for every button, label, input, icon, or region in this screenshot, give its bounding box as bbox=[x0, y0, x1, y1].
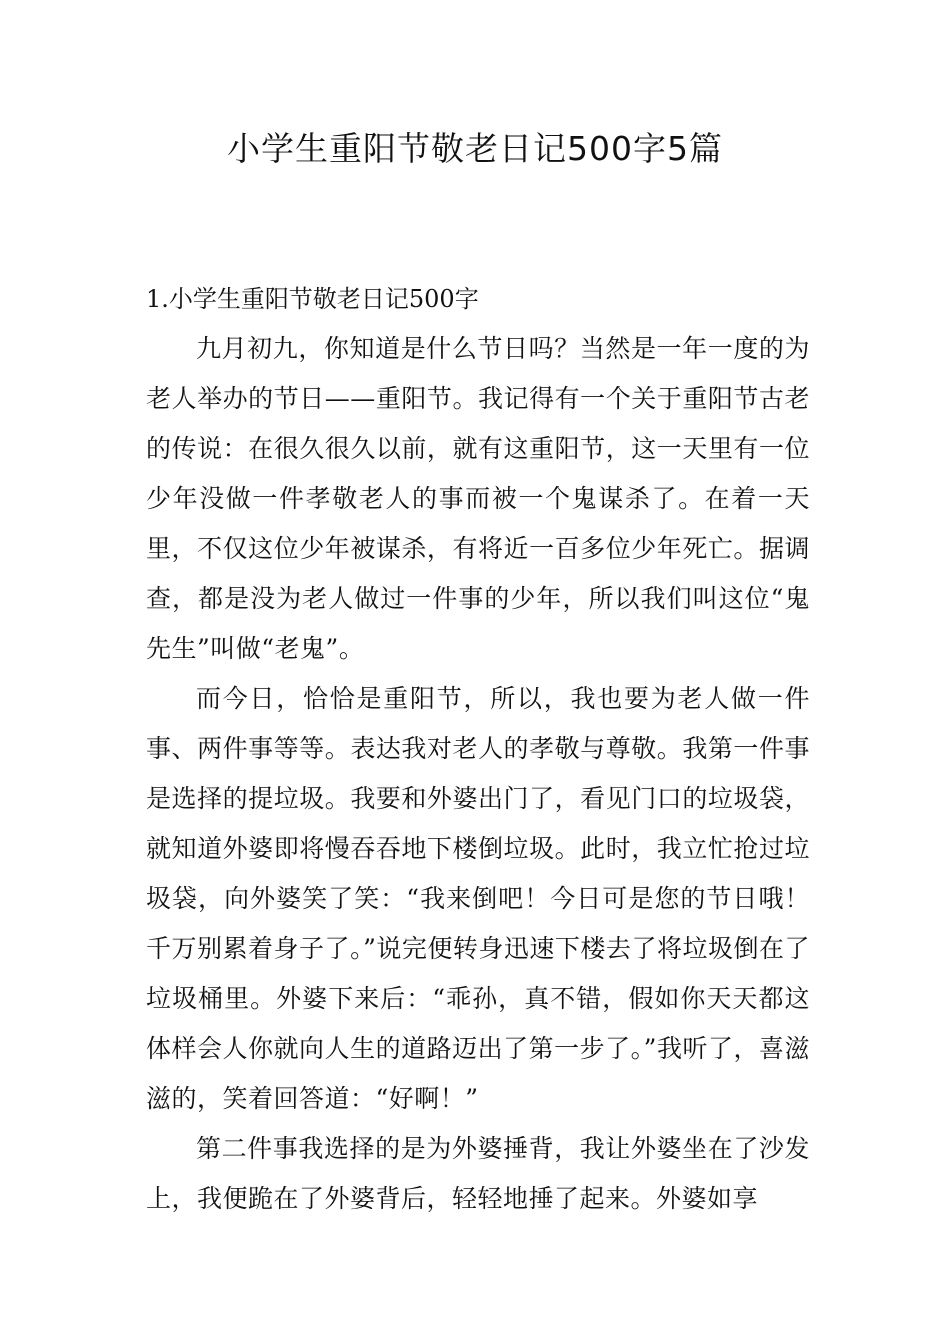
document-title: 小学生重阳节敬老日记500字5篇 bbox=[227, 129, 723, 168]
document-body bbox=[146, 274, 810, 1224]
section-heading: 1.小学生重阳节敬老日记500字 bbox=[146, 285, 479, 313]
paragraph-3: 第二件事我选择的是为外婆捶背，我让外婆坐在了沙发上，我便跪在了外婆背后，轻轻地捶了起来。外婆如享 bbox=[146, 1134, 810, 1213]
paragraph-1: 九月初九，你知道是什么节日吗？当然是一年一度的为老人举办的节日——重阳节。我记得有一个关于重阳节古老的传说：在很久很久以前，就有这重阳节，这一天里有一位少年没做一件孝敬老人的事而被一个鬼谋杀了。在着一天里，不仅这位少年被谋杀，有将近一百多位少年死亡。据调查，都是没为老人做过一件事的少年，所以我们叫这位“鬼先生”叫做“老鬼”。 bbox=[146, 334, 810, 663]
paragraph-2: 而今日，恰恰是重阳节，所以，我也要为老人做一件事、两件事等等。表达我对老人的孝敬与尊敬。我第一件事是选择的提垃圾。我要和外婆出门了，看见门口的垃圾袋，就知道外婆即将慢吞吞地下楼倒垃圾。此时，我立忙抢过垃圾袋，向外婆笑了笑：“我来倒吧！今日可是您的节日哦！千万别累着身子了。”说完便转身迅速下楼去了将垃圾倒在了垃圾桶里。外婆下来后：“乖孙，真不错，假如你天天都这体样会人你就向人生的道路迈出了第一步了。”我听了，喜滋滋的，笑着回答道：“好啊！” bbox=[146, 684, 810, 1113]
